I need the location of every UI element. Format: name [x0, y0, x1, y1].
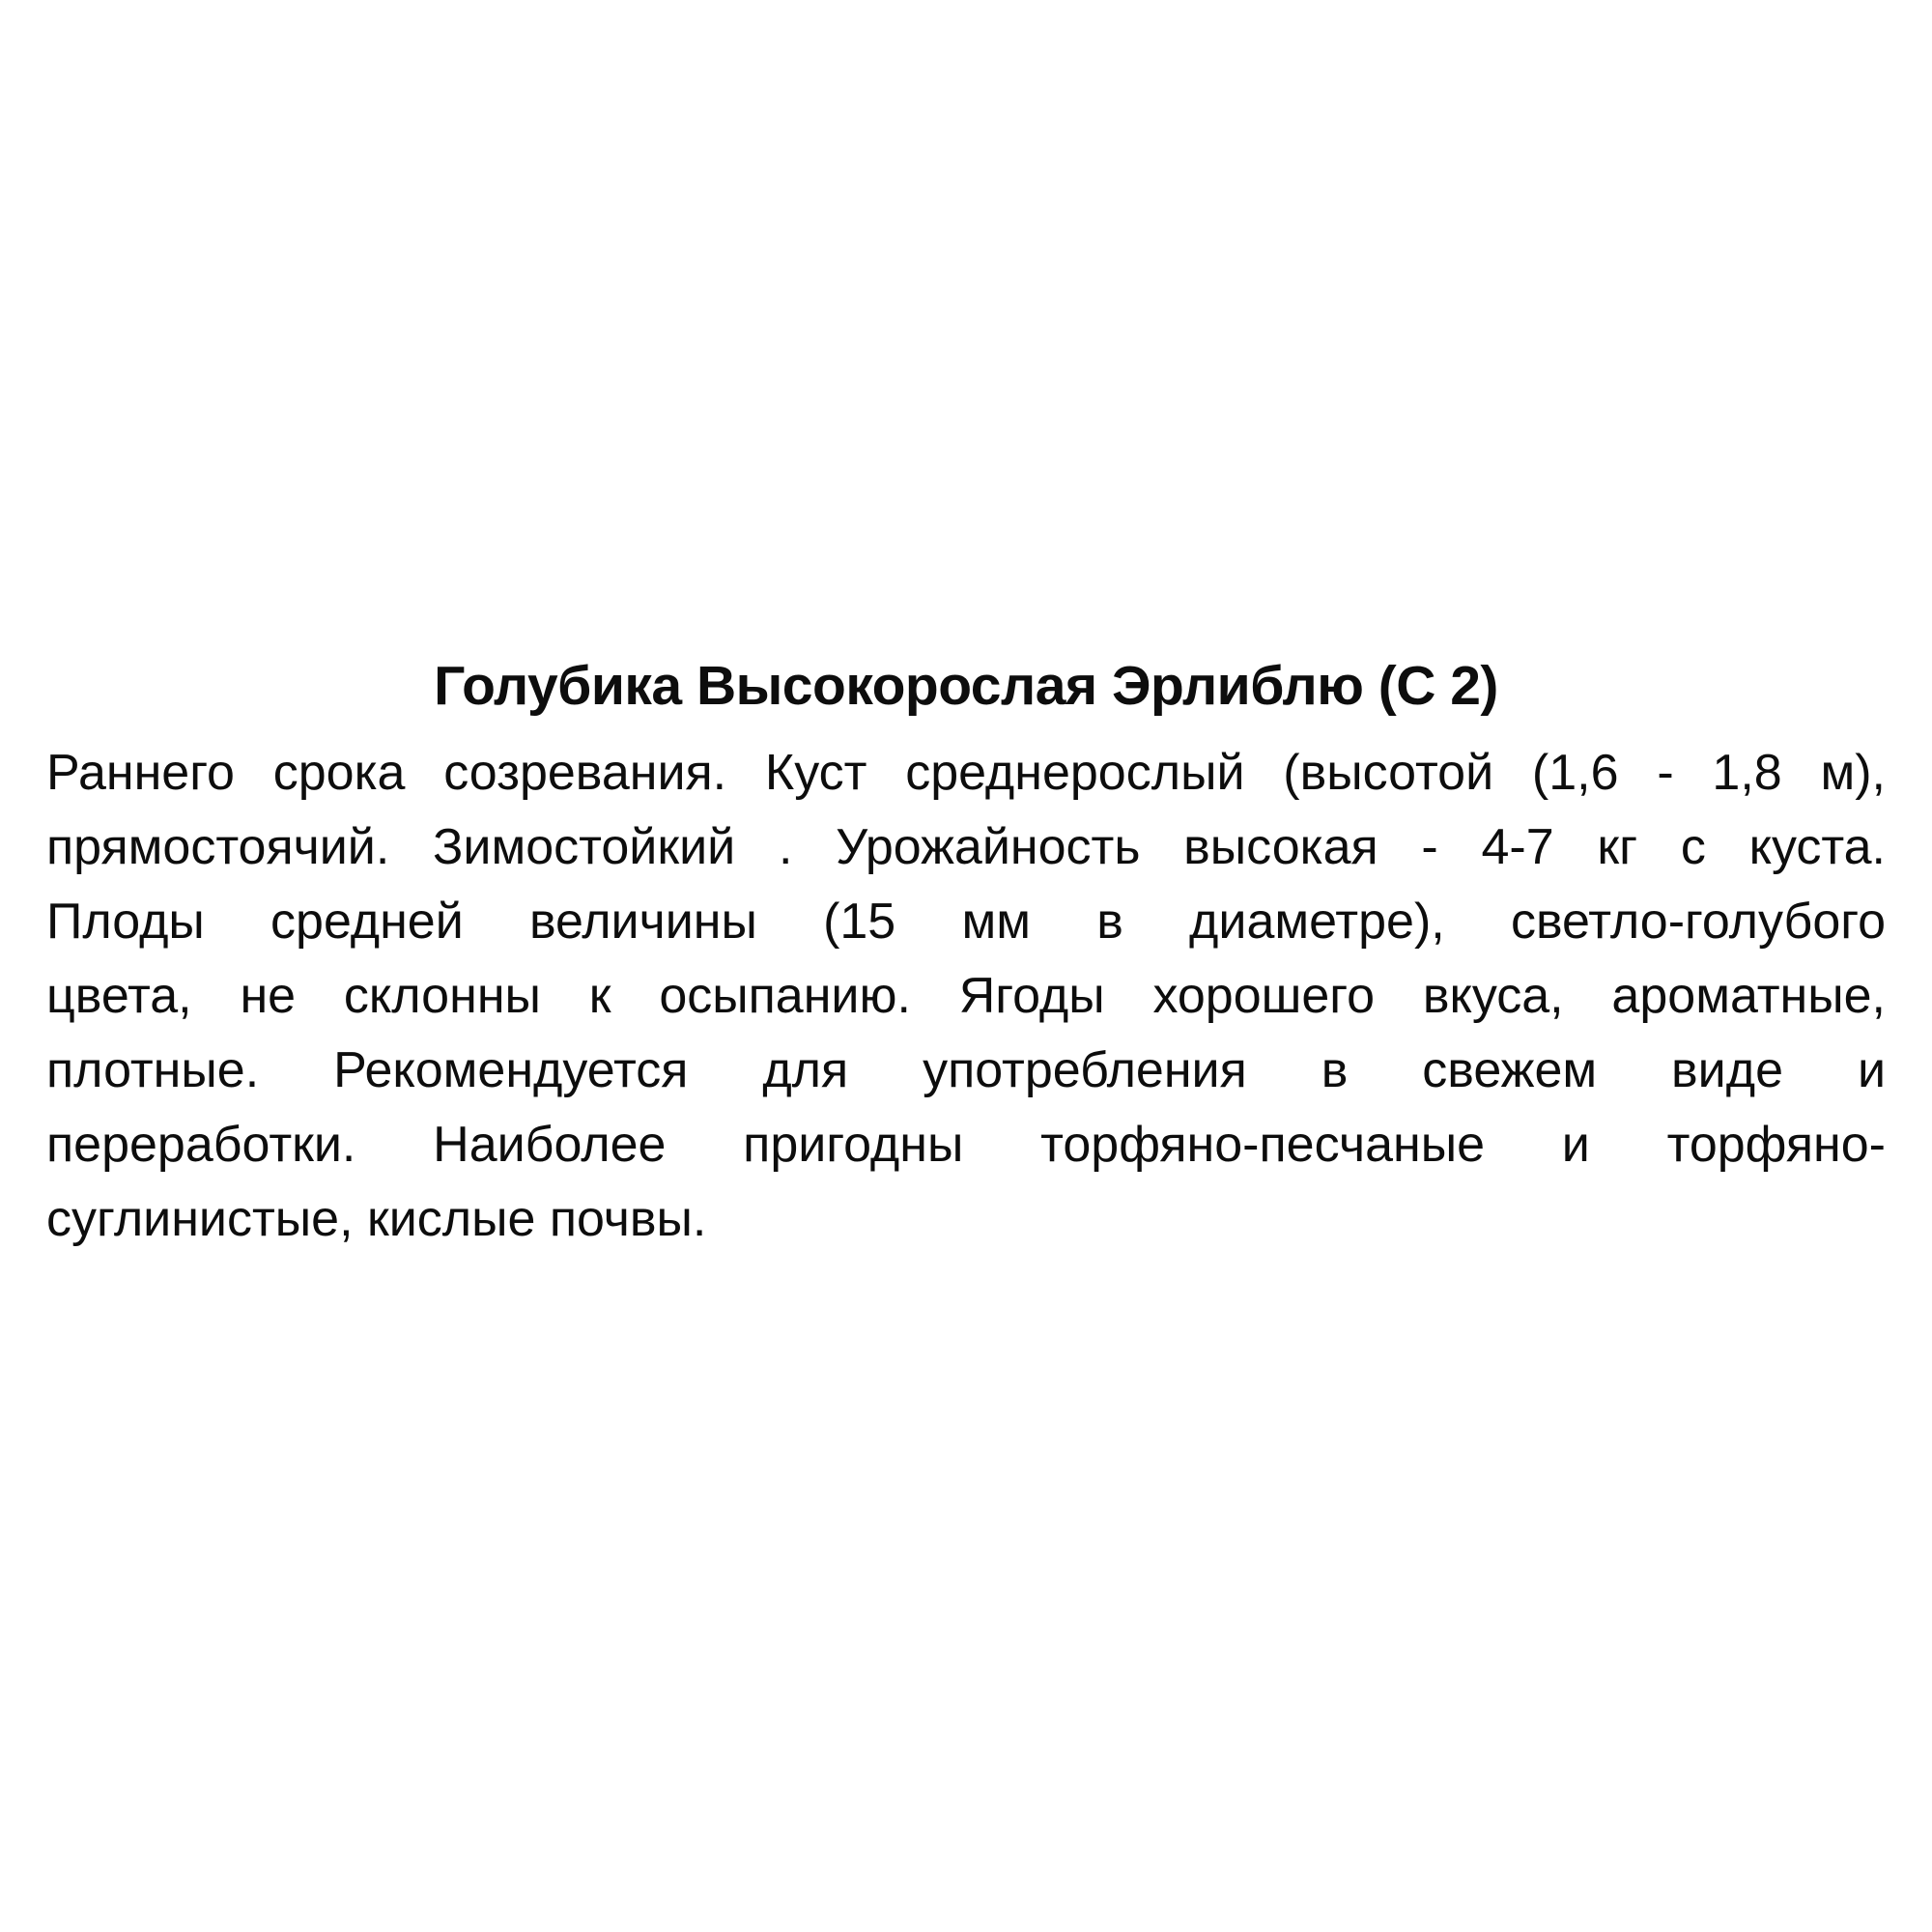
- body-line: суглинистые, кислые почвы.: [46, 1191, 707, 1247]
- body-line: переработки. Наиболее пригодны торфяно-песчаные и торфяно-: [46, 1117, 1886, 1173]
- body-line: Плоды средней величины (15 мм в диаметре), светло-голубого: [46, 894, 1886, 950]
- document-title: Голубика Высокорослая Эрлиблю (С 2): [434, 655, 1498, 717]
- body-line: цвета, не склонны к осыпанию. Ягоды хорошего вкуса, ароматные,: [46, 968, 1886, 1024]
- document-body: [46, 736, 1886, 1257]
- body-line: плотные. Рекомендуется для употребления в свежем виде и: [46, 1042, 1886, 1098]
- body-line: прямостоячий. Зимостойкий . Урожайность высокая - 4-7 кг с куста.: [46, 819, 1886, 875]
- body-line: Раннего срока созревания. Куст среднерослый (высотой (1,6 - 1,8 м),: [46, 745, 1886, 801]
- description-text-block: [46, 649, 1886, 1257]
